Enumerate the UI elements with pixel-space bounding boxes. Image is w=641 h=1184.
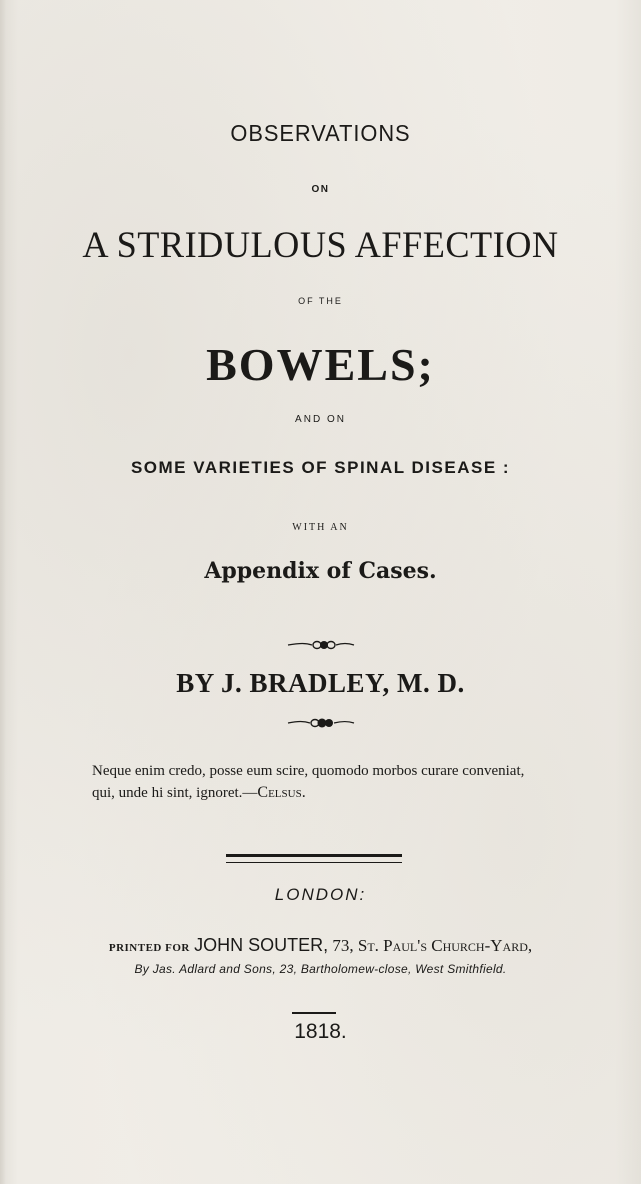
ornament-top-icon [286,638,356,652]
ornament-divider-top [0,638,641,652]
printed-for-label: PRINTED FOR [108,942,190,954]
title-on: ON [311,184,330,195]
printer-name: JOHN SOUTER, [194,935,329,955]
printer-address: 73, St. Paul's Church-Yard, [332,936,533,955]
ornament-divider-bottom [0,716,641,730]
title-spinal-disease: SOME VARIETIES OF SPINAL DISEASE : [130,458,511,477]
title-observations: OBSERVATIONS [230,120,411,146]
title-appendix-of-cases: Appendix of Cases. [204,558,437,584]
title-of-the: OF THE [298,296,343,306]
epigraph-line-2 [92,782,632,804]
epigraph-quote [92,761,632,804]
title-stridulous-affection: A STRIDULOUS AFFECTION [82,225,559,266]
page-edge-shadow [0,0,6,1184]
title-bowels: BOWELS; [206,339,435,390]
epigraph-source: Celsus. [257,784,306,801]
title-with-an: WITH AN [292,522,349,533]
double-rule-divider [226,854,402,863]
short-rule-divider [292,1012,336,1014]
ornament-bottom-icon [286,716,356,730]
imprint-city: LONDON: [274,885,367,904]
imprint-printed-by: By Jas. Adlard and Sons, 23, Bartholomew-close, West Smithfield. [134,962,507,976]
imprint-printed-for [0,935,641,956]
title-and-on: AND ON [295,414,346,425]
epigraph-line-2-text: qui, unde hi sint, ignoret.— [92,785,258,801]
publication-year: 1818. [294,1020,347,1043]
epigraph-line-1: Neque enim credo, posse eum scire, quomodo morbos curare conveniat, [92,763,525,779]
author-byline: BY J. BRADLEY, M. D. [176,668,465,698]
